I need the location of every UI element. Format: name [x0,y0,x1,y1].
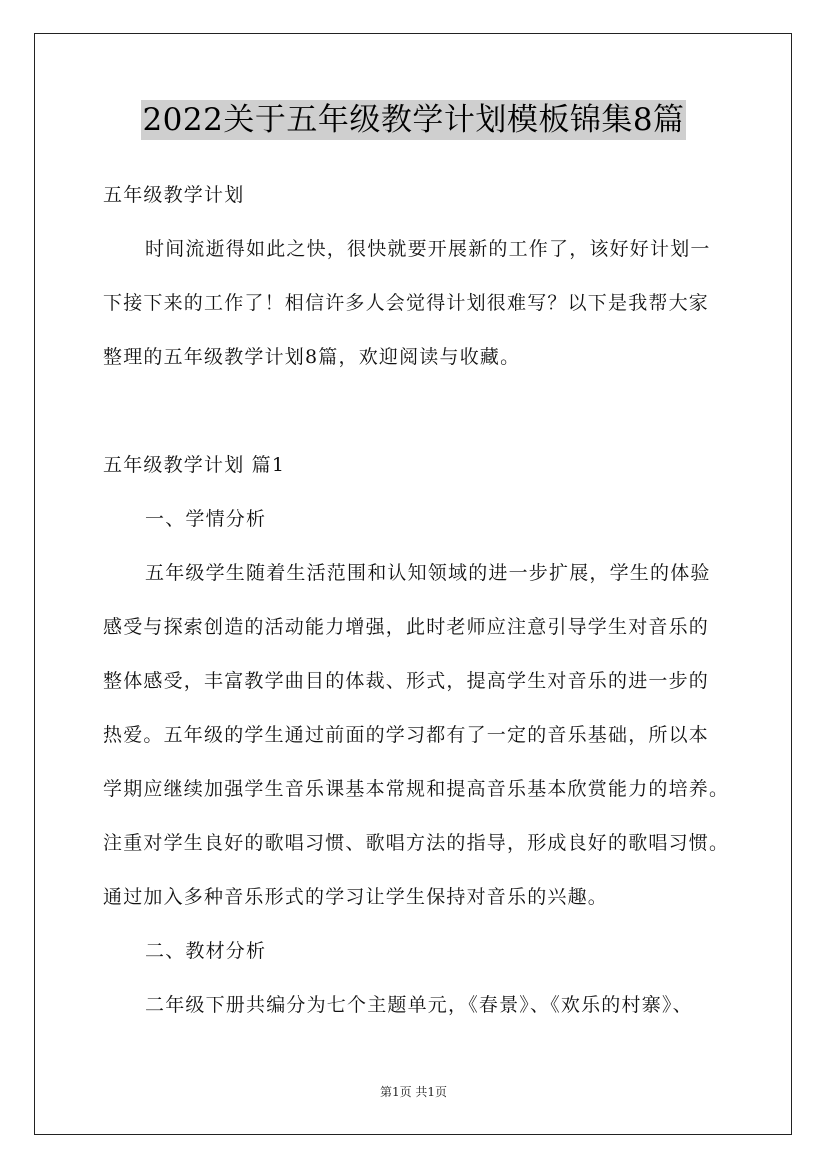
title-container [0,100,827,140]
paragraph-line: 五年级学生随着生活范围和认知领域的进一步扩展，学生的体验 [145,562,711,584]
paragraph-line: 二年级下册共编分为七个主题单元，《春景》、《欢乐的村寨》、 [145,994,693,1016]
paragraph-line: 整体感受，丰富教学曲目的体裁、形式，提高学生对音乐的进一步的 [103,670,710,692]
document-title: 2022关于五年级教学计划模板锦集8篇 [142,102,685,138]
paragraph-line: 通过加入多种音乐形式的学习让学生保持对音乐的兴趣。 [103,886,609,908]
paragraph-line: 下接下来的工作了！相信许多人会觉得计划很难写？以下是我帮大家 [103,292,710,314]
plan-heading: 五年级教学计划 篇1 [103,454,286,476]
paragraph-line: 注重对学生良好的歌唱习惯、歌唱方法的指导，形成良好的歌唱习惯。 [103,832,730,854]
paragraph-line: 整理的五年级教学计划8篇，欢迎阅读与收藏。 [103,346,521,368]
paragraph-line: 热爱。五年级的学生通过前面的学习都有了一定的音乐基础，所以本 [103,724,710,746]
subsection-heading: 二、教材分析 [145,940,267,962]
paragraph-line: 感受与探索创造的活动能力增强，此时老师应注意引导学生对音乐的 [103,616,710,638]
section-heading: 五年级教学计划 [103,184,245,206]
paragraph-line: 学期应继续加强学生音乐课基本常规和提高音乐基本欣赏能力的培养。 [103,778,730,800]
subsection-heading: 一、学情分析 [145,508,267,530]
paragraph-line: 时间流逝得如此之快，很快就要开展新的工作了，该好好计划一 [145,238,711,260]
page-footer: 第1页 共1页 [379,1085,448,1099]
